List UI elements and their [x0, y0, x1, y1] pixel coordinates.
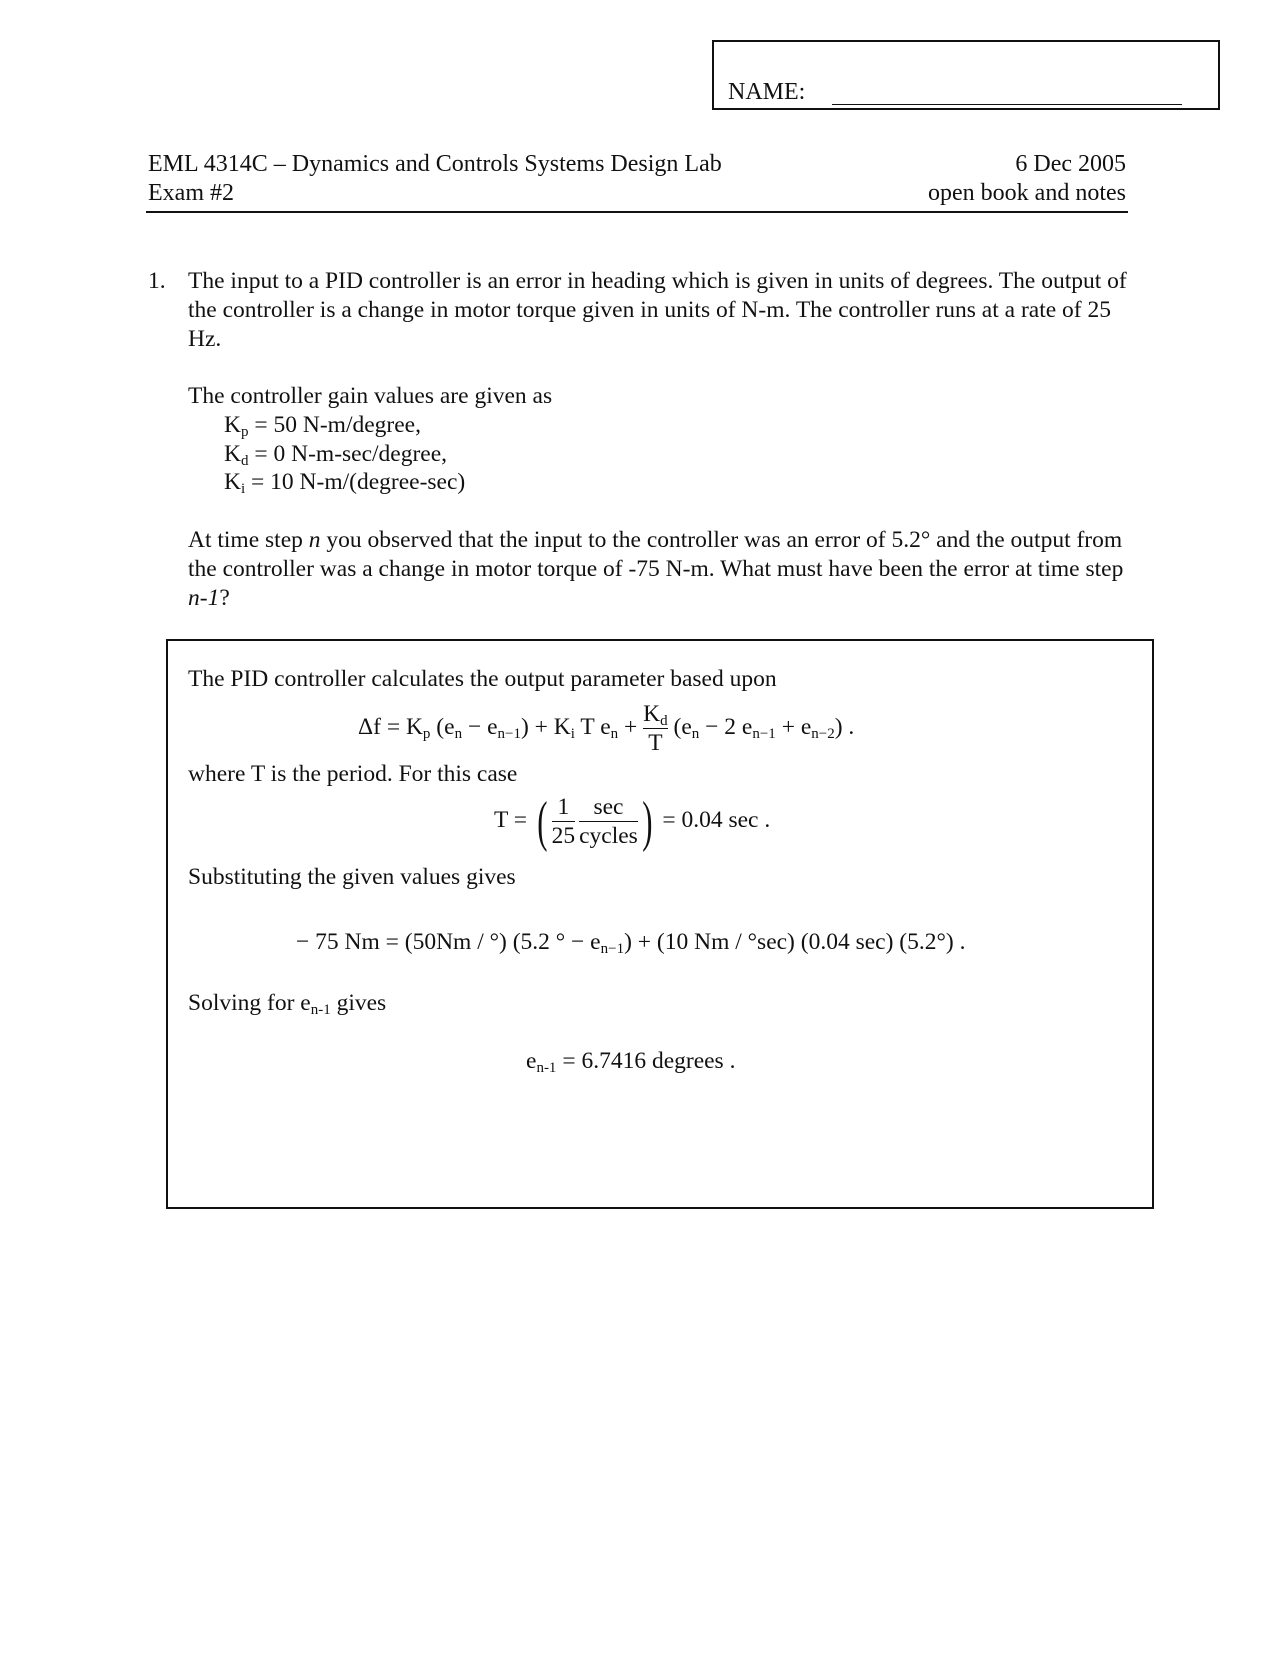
- period-fraction-2: $\frac{\sec}{\text{cycles}}$: [579, 794, 638, 850]
- kd-over-t-fraction: $\frac{K_d}{T}$: [643, 701, 668, 757]
- name-box: [712, 40, 1220, 110]
- exam-title: Exam #2: [148, 180, 234, 206]
- header-rule: [146, 211, 1128, 213]
- exam-date: 6 Dec 2005: [1015, 151, 1126, 177]
- period-equation: T = ( $\frac{1}{25}$ $\frac{\sec}{\text{cycles}}$ ) = 0.04 sec .: [494, 790, 771, 853]
- gain-kd: $K_d = 0$ N-m-sec/degree,: [224, 440, 448, 469]
- course-title: EML 4314C – Dynamics and Controls Systems Design Lab: [148, 151, 722, 177]
- question-intro: The input to a PID controller is an error in heading which is given in units of degrees. The output of the controller is a change in motor torque given in units of N-m. The controller runs at a rate of 25 Hz.: [188, 268, 1127, 352]
- answer-line-3: Substituting the given values gives: [188, 864, 516, 890]
- gains-list: [224, 411, 465, 497]
- pid-equation: $\Delta f = K_p$ $(e_n - e_{n-1}) + K_i$ T $e_n$ + $\frac{K_d}{T}$ ($e_n - 2$ $e_{n-1} + e_{n-2}$) .: [358, 701, 855, 757]
- name-label: NAME:: [728, 79, 806, 105]
- gain-ki: $K_i = 10$ N-m/(degree-sec): [224, 469, 466, 497]
- exam-note: open book and notes: [928, 180, 1126, 206]
- name-blank-line[interactable]: [832, 104, 1182, 105]
- answer-line-2: where T is the period. For this case: [188, 761, 518, 787]
- result-equation: $e_{n-1} = 6.7416$ degrees .: [526, 1048, 736, 1076]
- question-prompt: At time step n you observed that the input to the controller was an error of 5.2° and the output from the controller was a change in motor torque of -75 N-m. What must have been the error at time step n-1?: [188, 527, 1124, 611]
- gain-kp: $K_p = 50$ N-m/degree,: [224, 412, 421, 440]
- answer-line-4: Solving for $e_{n-1}$ gives: [188, 990, 387, 1018]
- header-left: [148, 150, 722, 208]
- answer-line-1: The PID controller calculates the output parameter based upon: [188, 666, 777, 692]
- substitution-equation: − 75 Nm = (50Nm / °) (5.2 ° − $e_{n-1}) + (10$ Nm / °sec) (0.04 sec) (5.2°) .: [296, 929, 966, 957]
- gains-intro: The controller gain values are given as: [188, 383, 553, 409]
- question-number: 1.: [148, 268, 166, 294]
- header-right: [928, 150, 1126, 208]
- period-fraction-1: $\frac{1}{25}$: [551, 794, 576, 850]
